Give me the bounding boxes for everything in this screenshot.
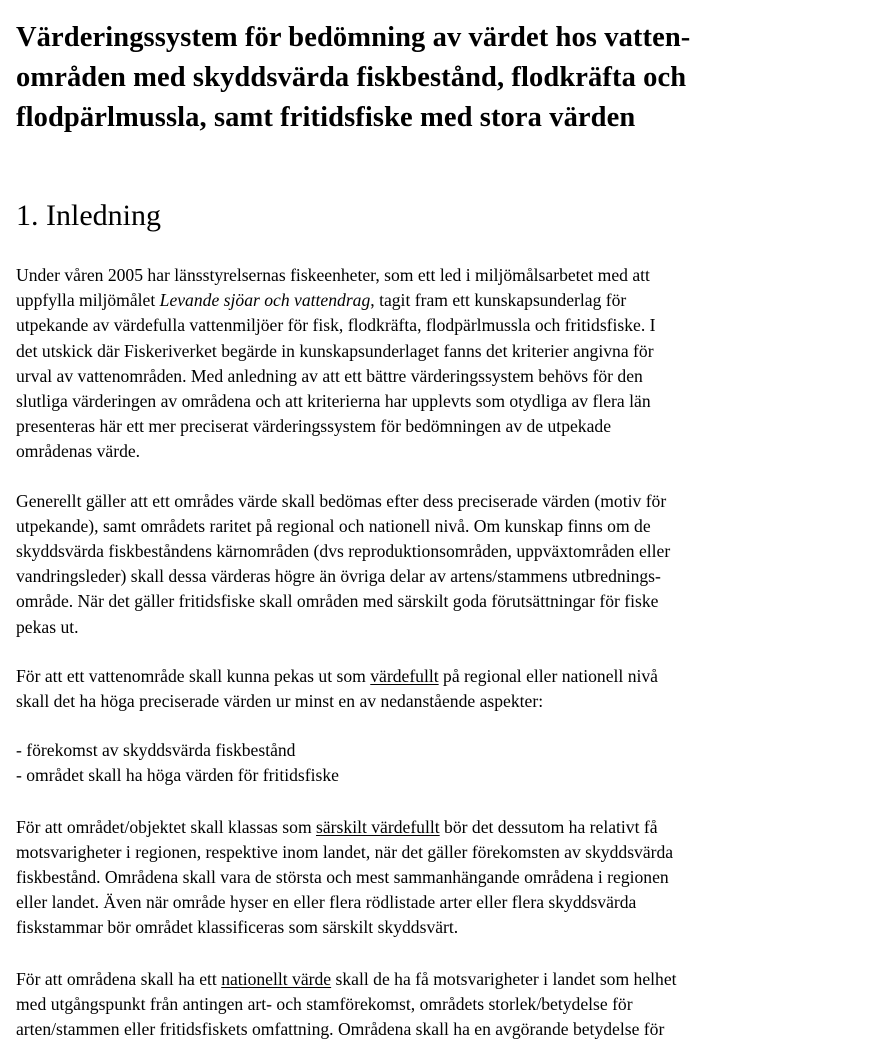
text-span: uppfylla miljömålet: [16, 290, 160, 311]
title-line: Värderingssystem för bedömning av värdet hos vatten-: [16, 22, 691, 53]
document-title: [16, 18, 876, 138]
text-line: områdenas värde.: [16, 441, 141, 462]
italic-goal-name: Levande sjöar och vattendrag: [159, 290, 371, 311]
text-line: fiskbestånd. Områdena skall vara de största och mest sammanhängande områdena i regionen: [16, 867, 669, 888]
text-line: utpekande), samt områdets raritet på regional och nationell nivå. Om kunskap finns om de: [16, 515, 651, 536]
paragraph-general: [16, 489, 876, 640]
text-line: [16, 664, 876, 689]
text-line: skyddsvärda fiskbeståndens kärnområden (dvs reproduktionsområden, uppväxtområden eller: [16, 541, 671, 562]
text-span: på regional eller nationell nivå: [438, 665, 658, 686]
text-line: presenteras här ett mer preciserat värderingssystem för bedömningen av de utpekade: [16, 416, 612, 437]
document-page: [16, 18, 876, 1042]
text-line: slutliga värderingen av områdena och att kriterierna har upplevts som otydliga av flera län: [16, 391, 651, 412]
paragraph-national-value: [16, 967, 876, 1043]
title-line: flodpärlmussla, samt fritidsfiske med stora värden: [16, 102, 636, 133]
text-line: område. När det gäller fritidsfiske skall områden med särskilt goda förutsättningar för fiske: [16, 591, 659, 612]
text-line: skall det ha höga preciserade värden ur minst en av nedanstående aspekter:: [16, 691, 544, 712]
text-line: [16, 815, 876, 840]
text-line: motsvarigheter i regionen, respektive inom landet, när det gäller förekomsten av skyddsvärda: [16, 841, 674, 862]
paragraph-especially-valuable: [16, 815, 876, 941]
text-line: [16, 967, 876, 992]
text-line: Under våren 2005 har länsstyrelsernas fiskeenheter, som ett led i miljömålsarbetet med att: [16, 265, 650, 285]
paragraph-valuable: [16, 664, 876, 714]
list-item: - förekomst av skyddsvärda fiskbestånd: [16, 740, 296, 761]
text-line: det utskick där Fiskeriverket begärde in kunskapsunderlaget fanns det kriterier angivna för: [16, 340, 654, 361]
text-span: , tagit fram ett kunskapsunderlag för: [370, 290, 627, 311]
text-span: För att området/objektet skall klassas som: [16, 816, 317, 837]
underlined-term: särskilt värdefullt: [316, 816, 440, 837]
paragraph-introduction: [16, 263, 876, 465]
text-line: med utgångspunkt från antingen art- och stamförekomst, områdets storlek/betydelse för: [16, 993, 633, 1014]
text-span: skall de ha få motsvarigheter i landet som helhet: [331, 968, 677, 989]
underlined-term: värdefullt: [370, 665, 439, 686]
text-line: fiskstammar bör området klassificeras som särskilt skyddsvärt.: [16, 917, 459, 938]
text-line: [16, 288, 876, 313]
text-line: utpekande av värdefulla vattenmiljöer för fisk, flodkräfta, flodpärlmussla och fritidsfiske. I: [16, 315, 656, 336]
underlined-term: nationellt värde: [221, 968, 332, 989]
section-heading: 1. Inledning: [16, 199, 161, 232]
text-line: urval av vattenområden. Med anledning av att ett bättre värderingssystem behövs för den: [16, 365, 643, 386]
text-line: arten/stammen eller fritidsfiskets omfattning. Områdena skall ha en avgörande betydelse för: [16, 1019, 665, 1040]
list-item: - området skall ha höga värden för fritidsfiske: [16, 765, 339, 786]
text-line: Generellt gäller att ett områdes värde skall bedömas efter dess preciserade värden (motiv för: [16, 490, 667, 511]
text-line: vandringsleder) skall dessa värderas högre än övriga delar av artens/stammens utbrednings-: [16, 566, 661, 587]
text-line: pekas ut.: [16, 616, 79, 637]
aspect-list: [16, 738, 876, 788]
text-span: För att områdena skall ha ett: [16, 968, 222, 989]
text-line: eller landet. Även när område hyser en eller flera rödlistade arter eller flera skyddsvärda: [16, 892, 637, 913]
title-line: områden med skyddsvärda fiskbestånd, flodkräfta och: [16, 62, 687, 93]
text-span: För att ett vattenområde skall kunna pekas ut som: [16, 665, 371, 686]
text-span: bör det dessutom ha relativt få: [439, 816, 658, 837]
